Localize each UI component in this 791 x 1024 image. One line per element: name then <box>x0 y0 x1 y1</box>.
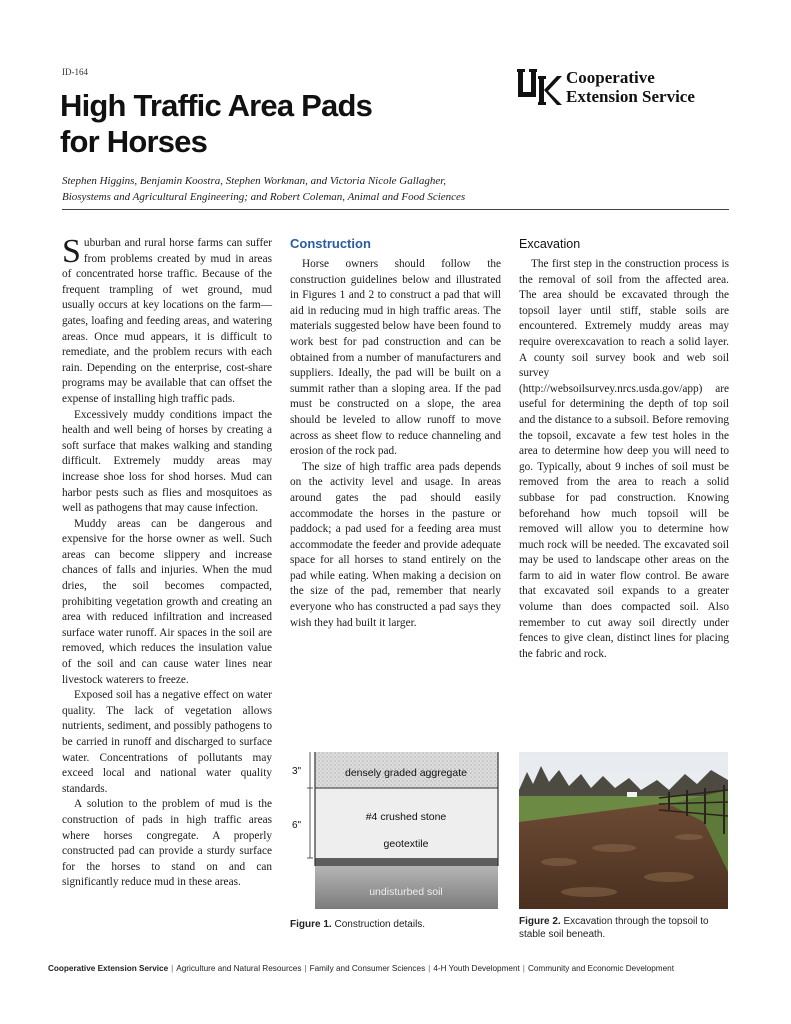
layer-label-geotextile: geotextile <box>383 838 429 850</box>
excavation-heading: Excavation <box>519 237 581 251</box>
figure-1-caption <box>290 918 501 931</box>
distant-building <box>627 792 637 797</box>
layer-label-aggregate: densely graded aggregate <box>344 767 468 779</box>
column-construction <box>290 236 501 631</box>
intro-paragraph-1 <box>62 233 272 408</box>
intro-paragraph-2: Excessively muddy conditions impact the health and well being of horses by creating a soft surface that makes walking and standing difficult. Extremely muddy areas may increase shoe loss for shod horses. Mud can harbor pests such as flies and mosquitoes as well as pathogens that may cause infection. <box>62 408 272 515</box>
document-id: ID-164 <box>62 67 88 77</box>
footer: Cooperative Extension Service | Agriculture and Natural Resources | Family and Consumer Sciences | 4-H Youth Development | Community and Economic Development <box>48 964 675 973</box>
layer-label-soil: undisturbed soil <box>369 886 443 898</box>
footer-item: Community and Economic Development <box>527 964 675 973</box>
uk-extension-logo <box>517 68 732 108</box>
logo-text <box>566 68 695 106</box>
column-intro <box>62 233 272 891</box>
construction-paragraph-2: The size of high traffic area pads depends on the activity level and usage. In areas around gates the pad should easily accommodate the horses in the pasture or paddock; a pad used for a feeding area must accommodate the feeder and provide adequate space for all horses to stand entirely on the pad while eating. When making a decision on the size of the pad, remember that nearly everyone who has constructed a pad says they wish they had built it larger. <box>290 460 501 629</box>
dim-label-mid: 6" <box>292 820 302 831</box>
drop-cap: S <box>62 233 81 270</box>
logo-line-2: Extension Service <box>566 87 695 106</box>
page-title <box>60 88 480 160</box>
construction-heading: Construction <box>290 236 371 251</box>
excavated-soil <box>519 804 728 909</box>
intro-paragraph-5: A solution to the problem of mud is the construction of pads in high traffic areas where horses congregate. A properly constructed pad can provide a sturdy surface for the horses to stand on and can significantly reduce mud in these areas. <box>62 798 272 889</box>
figure-1-caption-text: Construction details. <box>334 919 426 930</box>
geotextile-layer <box>315 858 498 866</box>
header-divider <box>62 209 729 210</box>
figure-2-excavation-photo <box>519 752 728 909</box>
footer-org: Cooperative Extension Service <box>48 964 169 973</box>
title-line-1: High Traffic Area Pads <box>60 88 373 123</box>
intro-paragraph-3: Muddy areas can be dangerous and expensive for the horse owner as well. Such areas can become slippery and increase chances of falls and injuries. When the mud dries, the soil becomes compacted, prohibiting vegetation growth and creating an area with reduced infiltration and increased surface water runoff. Air spaces in the soil are removed, which reduces the insulation value of the soil and can cause water lines near livestock waterers to freeze. <box>62 517 272 686</box>
figure-2-caption <box>519 915 729 941</box>
excavation-paragraph-1: The first step in the construction process is the removal of soil from the affected area. The area should be excavated through the topsoil layer until stiff, stable soils are encountered. Extremely muddy areas may require overexcavation to reach a solid layer. A county soil survey book and web soil survey (http://websoilsurvey.nrcs.usda.gov/app) are useful for determining the depth of top soil and the distance to a subsoil. Before removing the topsoil, excavate a few test holes in the area to determine how deep you will need to go. Typically, about 9 inches of soil must be removed from the area to reach a solid subbase for pad construction. Knowing beforehand how much topsoil will be removed will allow you to determine how much rock will be needed. The excavated soil may be used to landscape other areas on the farm to aid in water flow control. Be aware that excavated soil expands to a greater volume than does compacted soil. Also remember to cut away soil directly under fences to give clean, distinct lines for placing the fabric and rock. <box>519 258 729 660</box>
dim-label-top: 3" <box>292 766 302 777</box>
figure-2-caption-text: Excavation through the topsoil to stable soil beneath. <box>519 916 709 940</box>
intro-paragraph-4: Exposed soil has a negative effect on water quality. The lack of vegetation allows nutrients, sediment, and possibly pathogens to be carried in runoff and discharged to surface water. Concentrations of pollutants may exceed local and national water quality standards. <box>62 689 272 795</box>
authors-line-1: Stephen Higgins, Benjamin Koostra, Stephen Workman, and Victoria Nicole Gallagher, <box>62 175 447 187</box>
figure-1-construction-diagram <box>290 752 501 909</box>
authors <box>62 173 762 205</box>
footer-item: Agriculture and Natural Resources <box>176 964 302 973</box>
construction-paragraph-1: Horse owners should follow the construction guidelines below and illustrated in Figures 1 and 2 to construct a pad that will aid in reducing mud in high traffic areas. The materials suggested below have been found to work best for pad construction and can be obtained from a number of manufacturers and suppliers. Ideally, the pad will be built on a summit rather than a sloping area. If the pad must be constructed on a slope, the area should be leveled to allow runoff to move across as sheet flow to reduce channeling and erosion of the rock pad. <box>290 258 501 458</box>
logo-line-1: Cooperative <box>566 68 655 87</box>
title-line-2: for Horses <box>60 124 208 159</box>
authors-line-2: Biosystems and Agricultural Engineering; and Robert Coleman, Animal and Food Sciences <box>62 191 466 203</box>
footer-item: 4-H Youth Development <box>433 964 520 973</box>
figure-2-label: Figure 2. <box>519 916 561 927</box>
column-excavation <box>519 236 729 662</box>
uk-logo-icon <box>517 68 563 106</box>
layer-label-stone: #4 crushed stone <box>365 811 447 823</box>
figure-1-label: Figure 1. <box>290 919 332 930</box>
intro-paragraph-1-text: uburban and rural horse farms can suffer from problems created by mud in areas of concentrated horse traffic. Because of the frequent trampling of wet ground, mud usually occurs at key locations on the farm—gates, loafing and feeding areas, and watering areas. Once mud appears, it is difficult to remediate, and the problem recurs with each rain. Depending on the enterprise, cost-share programs may be available that can offset the expense of installing high traffic pads. <box>62 237 272 405</box>
footer-item: Family and Consumer Sciences <box>309 964 426 973</box>
